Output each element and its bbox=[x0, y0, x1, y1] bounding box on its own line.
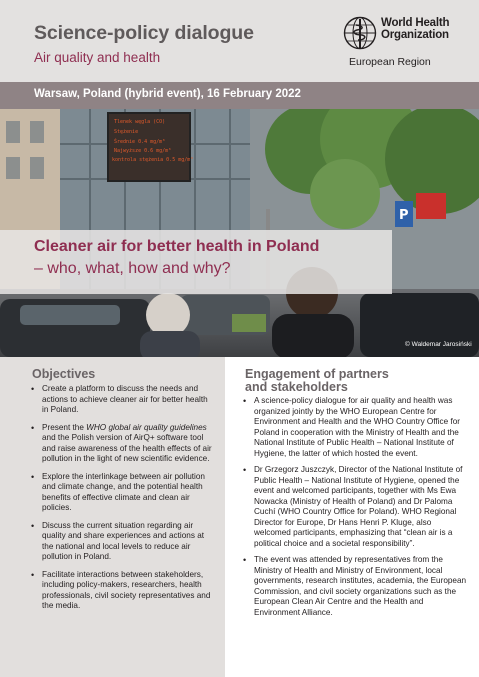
org-region: European Region bbox=[349, 56, 431, 68]
subheadline: – who, what, how and why? bbox=[34, 260, 231, 277]
engagement-heading-line2: and stakeholders bbox=[245, 380, 348, 394]
list-item-text: A science-policy dialogue for air quality and health was organized jointly by the WHO European Centre for Environment and Health and the WHO Country Office for Poland in cooperation with the Ministry of Health and the National Institute of Public Health – National Institute of Hygiene, the latter of which hosted the event. bbox=[254, 396, 460, 458]
org-name-line2: Organization bbox=[381, 29, 449, 41]
engagement-heading-line1: Engagement of partners bbox=[245, 367, 389, 381]
page-title: Science-policy dialogue bbox=[34, 22, 254, 44]
sign-line: Stężenie bbox=[114, 129, 139, 135]
engagement-heading bbox=[245, 368, 465, 394]
list-item-text: Discuss the current situation regarding air quality and share experiences and actions at the national and local levels to reduce air pollution in Poland. bbox=[42, 520, 205, 561]
guidelines-title: WHO global air quality guidelines bbox=[86, 422, 207, 432]
list-item-text: Facilitate interactions between stakeholders, including policy-makers, researchers, health professionals, civil society representatives and the media. bbox=[42, 569, 211, 610]
objectives-list bbox=[30, 384, 212, 619]
list-item-text: The event was attended by representatives from the Ministry of Health and Ministry of Environment, local governments, research institutes, academia, the European Commission, and civil society organizations such as the European Clean Air Centre and the Health and Environment Alliance. bbox=[254, 555, 467, 617]
list-item-text: Dr Grzegorz Juszczyk, Director of the National Institute of Public Health – National Institute of Hygiene, opened the event and welcomed participants, together with Ms Ewa Nowacka (Ministry of Health of Poland) and Dr Paloma Cuchí (WHO Country Office for Poland). WHO Regional Director for Europe, Dr Hans Henri P. Kluge, also welcomed participants, emphasizing that “clean air is a political choice and a societal responsibility”. bbox=[254, 465, 463, 548]
header bbox=[0, 0, 479, 82]
list-item bbox=[30, 472, 212, 514]
list-item bbox=[242, 555, 470, 618]
who-emblem-icon bbox=[343, 16, 377, 50]
list-item bbox=[30, 521, 212, 563]
headline: Cleaner air for better health in Poland bbox=[34, 238, 320, 255]
event-location-date: Warsaw, Poland (hybrid event), 16 February 2022 bbox=[34, 88, 301, 100]
engagement-section bbox=[225, 357, 479, 677]
event-bar bbox=[0, 82, 479, 109]
objectives-section bbox=[0, 357, 225, 677]
list-item bbox=[242, 465, 470, 549]
photo-credit: © Waldemar Jarosiński bbox=[405, 341, 472, 348]
headline-banner bbox=[0, 230, 392, 294]
list-item bbox=[242, 396, 470, 459]
sign-line: Najwyższe 0.6 mg/m³ bbox=[114, 148, 172, 154]
org-name bbox=[381, 17, 449, 41]
sign-line: Tlenek węgla (CO) bbox=[114, 119, 166, 125]
org-name-line1: World Health bbox=[381, 17, 450, 29]
list-item-text: Present the bbox=[42, 422, 87, 432]
page-subtitle: Air quality and health bbox=[34, 50, 161, 65]
list-item bbox=[30, 570, 212, 612]
sign-line: kontrola stężenia 0.5 mg/m³ bbox=[112, 157, 194, 163]
svg-text:P: P bbox=[399, 208, 409, 223]
sign-line: Średnie 0.4 mg/m³ bbox=[114, 139, 166, 145]
list-item-text: and the Polish version of AirQ+ software tool and raise awareness of the health effects of air pollution in the light of new scientific evidence. bbox=[42, 433, 212, 463]
list-item bbox=[30, 423, 212, 465]
hero-photo bbox=[0, 109, 479, 357]
list-item-text: Explore the interlinkage between air pollution and climate change, and the potential health benefits of effective climate and clean air policies. bbox=[42, 471, 205, 512]
engagement-list bbox=[242, 396, 470, 624]
list-item bbox=[30, 384, 212, 416]
objectives-heading: Objectives bbox=[32, 367, 96, 381]
list-item-text: Create a platform to discuss the needs and actions to achieve cleaner air for better health in Poland. bbox=[42, 384, 208, 414]
